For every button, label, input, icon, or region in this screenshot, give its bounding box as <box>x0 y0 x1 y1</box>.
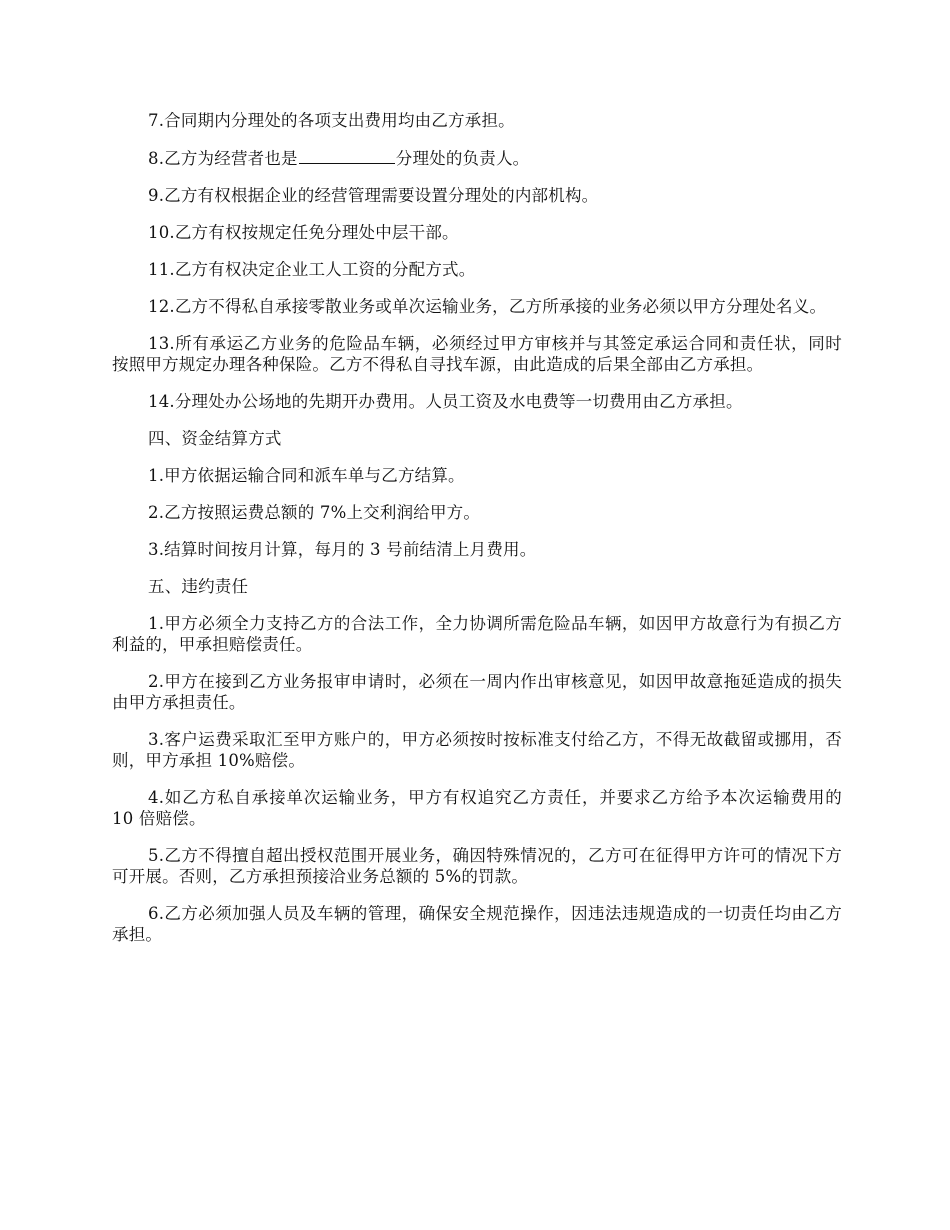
settlement-item-3: 3.结算时间按月计算，每月的 3 号前结清上月费用。 <box>148 540 537 559</box>
clause-9: 9.乙方有权根据企业的经营管理需要设置分理处的内部机构。 <box>148 186 599 205</box>
clause-8-prefix: 8.乙方为经营者也是 <box>148 149 298 168</box>
liability-item-6: 6.乙方必须加强人员及车辆的管理，确保安全规范操作，因违法违规造成的一切责任均由乙方承担。 <box>112 904 842 944</box>
document-page <box>112 110 842 961</box>
liability-item-4: 4.如乙方私自承接单次运输业务，甲方有权追究乙方责任，并要求乙方给予本次运输费用的 10 倍赔偿。 <box>112 788 842 828</box>
clause-8 <box>112 147 842 169</box>
clause-12: 12.乙方不得私自承接零散业务或单次运输业务，乙方所承接的业务必须以甲方分理处名义。 <box>148 297 827 316</box>
section-heading-liability: 五、违约责任 <box>148 577 249 596</box>
liability-item-2: 2.甲方在接到乙方业务报审申请时，必须在一周内作出审核意见，如因甲故意拖延造成的损失由甲方承担责任。 <box>112 672 842 712</box>
clause-11: 11.乙方有权决定企业工人工资的分配方式。 <box>148 260 476 279</box>
clause-10: 10.乙方有权按规定任免分理处中层干部。 <box>148 223 459 242</box>
clause-7: 7.合同期内分理处的各项支出费用均由乙方承担。 <box>148 111 515 130</box>
liability-item-3: 3.客户运费采取汇至甲方账户的，甲方必须按时按标准支付给乙方，不得无故截留或挪用，否则，甲方承担 10%赔偿。 <box>112 730 842 770</box>
section-heading-settlement: 四、资金结算方式 <box>148 429 282 448</box>
settlement-item-2: 2.乙方按照运费总额的 7%上交利润给甲方。 <box>148 503 481 522</box>
liability-item-1: 1.甲方必须全力支持乙方的合法工作，全力协调所需危险品车辆，如因甲方故意行为有损乙方利益的，甲承担赔偿责任。 <box>112 614 842 654</box>
clause-13: 13.所有承运乙方业务的危险品车辆，必须经过甲方审核并与其签定承运合同和责任状，同时按照甲方规定办理各种保险。乙方不得私自寻找车源，由此造成的后果全部由乙方承担。 <box>112 334 842 374</box>
settlement-item-1: 1.甲方依据运输合同和派车单与乙方结算。 <box>148 466 465 485</box>
clause-8-suffix: 分理处的负责人。 <box>395 149 530 168</box>
blank-field <box>299 147 395 164</box>
liability-item-5: 5.乙方不得擅自超出授权范围开展业务，确因特殊情况的，乙方可在征得甲方许可的情况下方可开展。否则，乙方承担预接洽业务总额的 5%的罚款。 <box>112 846 842 886</box>
clause-14: 14.分理处办公场地的先期开办费用。人员工资及水电费等一切费用由乙方承担。 <box>148 392 743 411</box>
